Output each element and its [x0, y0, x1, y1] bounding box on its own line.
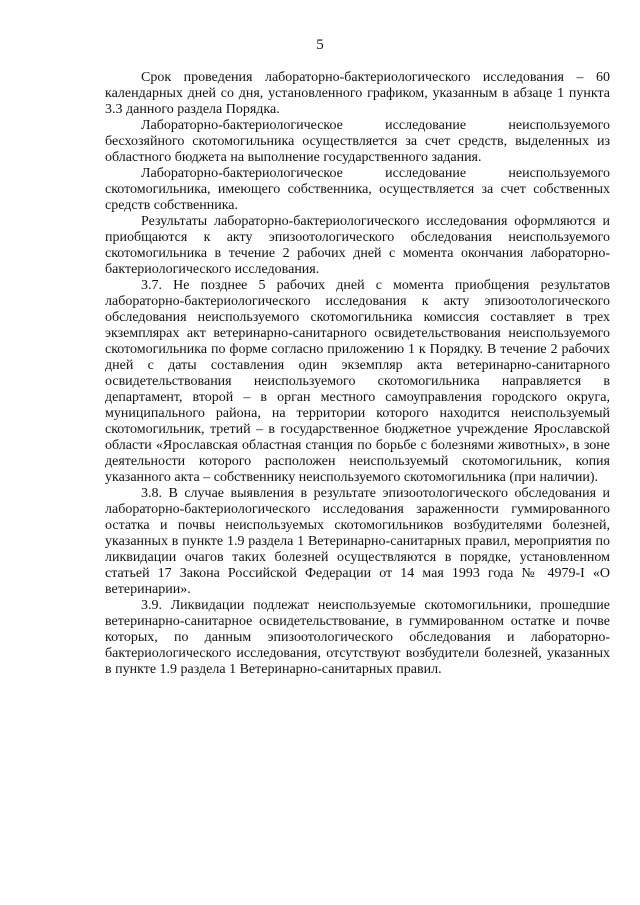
paragraph-ownerless-funding: Лабораторно-бактериологическое исследование неиспользуемого бесхозяйного скотомогильника осуществляется за счет средств, выделенных из областного бюджета на выполнение государственного задания.	[105, 118, 610, 165]
paragraph-3-7: 3.7. Не позднее 5 рабочих дней с момента приобщения результатов лабораторно-бактериологического исследования к акту эпизоотологического обследования неиспользуемого скотомогильника комиссия составляет в трех экземплярах акт ветеринарно-санитарного освидетельствования неиспользуемого скотомогильника по форме согласно приложению 1 к Порядку. В течение 2 рабочих дней с даты составления один экземпляр акта ветеринарно-санитарного освидетельствования неиспользуемого скотомогильника направляется в департамент, второй – в орган местного самоуправления городского округа, муниципального района, на территории которого находится неиспользуемый скотомогильник, третий – в государственное бюджетное учреждение Ярославской области «Ярославская областная станция по борьбе с болезнями животных», в зоне деятельности которого расположен неиспользуемый скотомогильник, копия указанного акта – собственнику неиспользуемого скотомогильника (при наличии).	[105, 278, 610, 485]
paragraph-3-8: 3.8. В случае выявления в результате эпизоотологического обследования и лабораторно-бактериологического исследования зараженности гуммированного остатка и почвы неиспользуемых скотомогильников возбудителями болезней, указанных в пункте 1.9 раздела 1 Ветеринарно-санитарных правил, мероприятия по ликвидации очагов таких болезней осуществляются в порядке, установленном статьей 17 Закона Российской Федерации от 14 мая 1993 года № 4979-I «О ветеринарии».	[105, 486, 610, 597]
page-number: 5	[316, 37, 324, 53]
document-body	[105, 70, 610, 678]
paragraph-study-duration: Срок проведения лабораторно-бактериологического исследования – 60 календарных дней со дня, установленного графиком, указанным в абзаце 1 пункта 3.3 данного раздела Порядка.	[105, 70, 610, 117]
paragraph-owner-funding: Лабораторно-бактериологическое исследование неиспользуемого скотомогильника, имеющего собственника, осуществляется за счет собственных средств собственника.	[105, 166, 610, 213]
paragraph-results-attachment: Результаты лабораторно-бактериологического исследования оформляются и приобщаются к акту эпизоотологического обследования неиспользуемого скотомогильника в течение 2 рабочих дней с момента окончания лабораторно-бактериологического исследования.	[105, 214, 610, 277]
paragraph-3-9: 3.9. Ликвидации подлежат неиспользуемые скотомогильники, прошедшие ветеринарно-санитарное освидетельствование, в гуммированном остатке и почве которых, по данным эпизоотологического обследования и лабораторно-бактериологического исследования, отсутствуют возбудители болезней, указанных в пункте 1.9 раздела 1 Ветеринарно-санитарных правил.	[105, 598, 610, 677]
